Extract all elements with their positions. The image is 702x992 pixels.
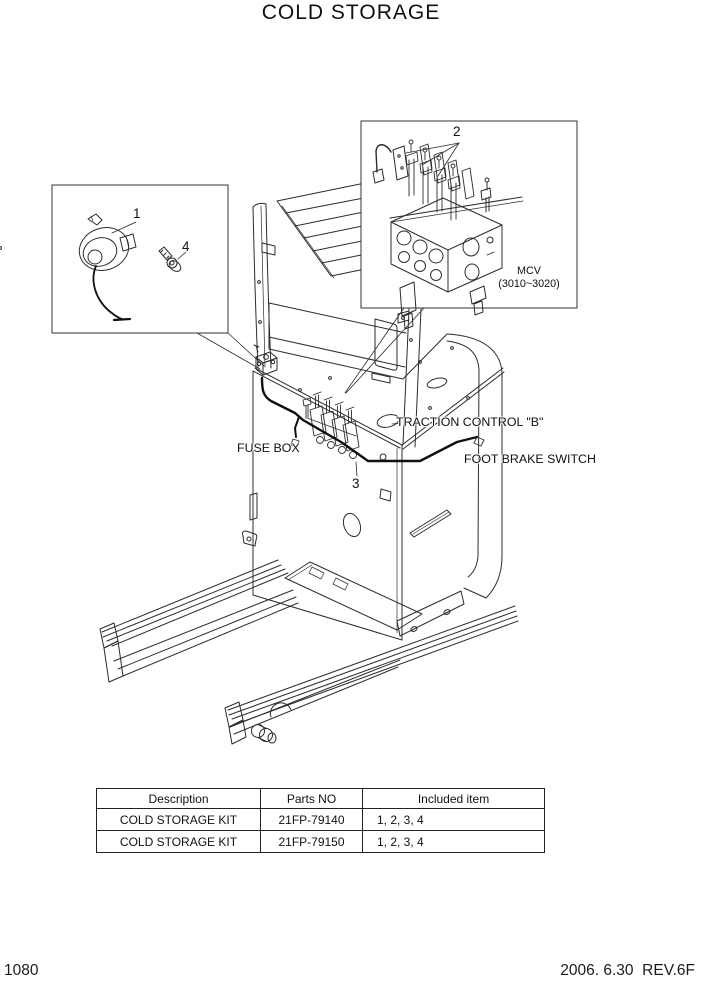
callout-box-2 xyxy=(361,121,577,329)
foot-brake-switch-label: FOOT BRAKE SWITCH xyxy=(464,452,596,466)
table-row xyxy=(97,809,545,831)
mcv-range: (3010~3020) xyxy=(498,278,560,290)
callout-label-4: 4 xyxy=(182,239,190,254)
side-cover xyxy=(397,334,502,640)
parts-table-body xyxy=(97,809,545,853)
callout-label-2: 2 xyxy=(453,124,461,139)
parts-table-header-row xyxy=(97,789,545,809)
table-row xyxy=(97,831,545,853)
cell-included-item: 1, 2, 3, 4 xyxy=(363,831,545,853)
mcv-name: MCV xyxy=(517,265,541,277)
callout-label-1: 1 xyxy=(133,206,141,221)
cell-parts-no: 21FP-79150 xyxy=(261,831,363,853)
front-face xyxy=(242,371,464,640)
deck xyxy=(253,334,504,449)
fuse-box-label: FUSE BOX xyxy=(237,441,300,455)
cell-parts-no: 21FP-79140 xyxy=(261,809,363,831)
page-title: COLD STORAGE xyxy=(261,1,441,24)
callout-label-3: 3 xyxy=(352,476,360,491)
floor-plate xyxy=(285,562,422,630)
traction-control-label: TRACTION CONTROL "B" xyxy=(396,415,544,429)
cell-description: COLD STORAGE KIT xyxy=(97,831,261,853)
cell-included-item: 1, 2, 3, 4 xyxy=(363,809,545,831)
col-header-parts-no: Parts NO xyxy=(261,789,363,809)
revision-date: 2006. 6.30 REV.6F xyxy=(560,962,695,979)
mcv-caption xyxy=(486,265,572,291)
forks xyxy=(100,560,518,744)
page-number: 1080 xyxy=(4,962,39,979)
parts-table xyxy=(96,788,545,853)
cell-description: COLD STORAGE KIT xyxy=(97,809,261,831)
col-header-description: Description xyxy=(97,789,261,809)
rear-panel xyxy=(269,303,406,379)
col-header-included-item: Included item xyxy=(363,789,545,809)
